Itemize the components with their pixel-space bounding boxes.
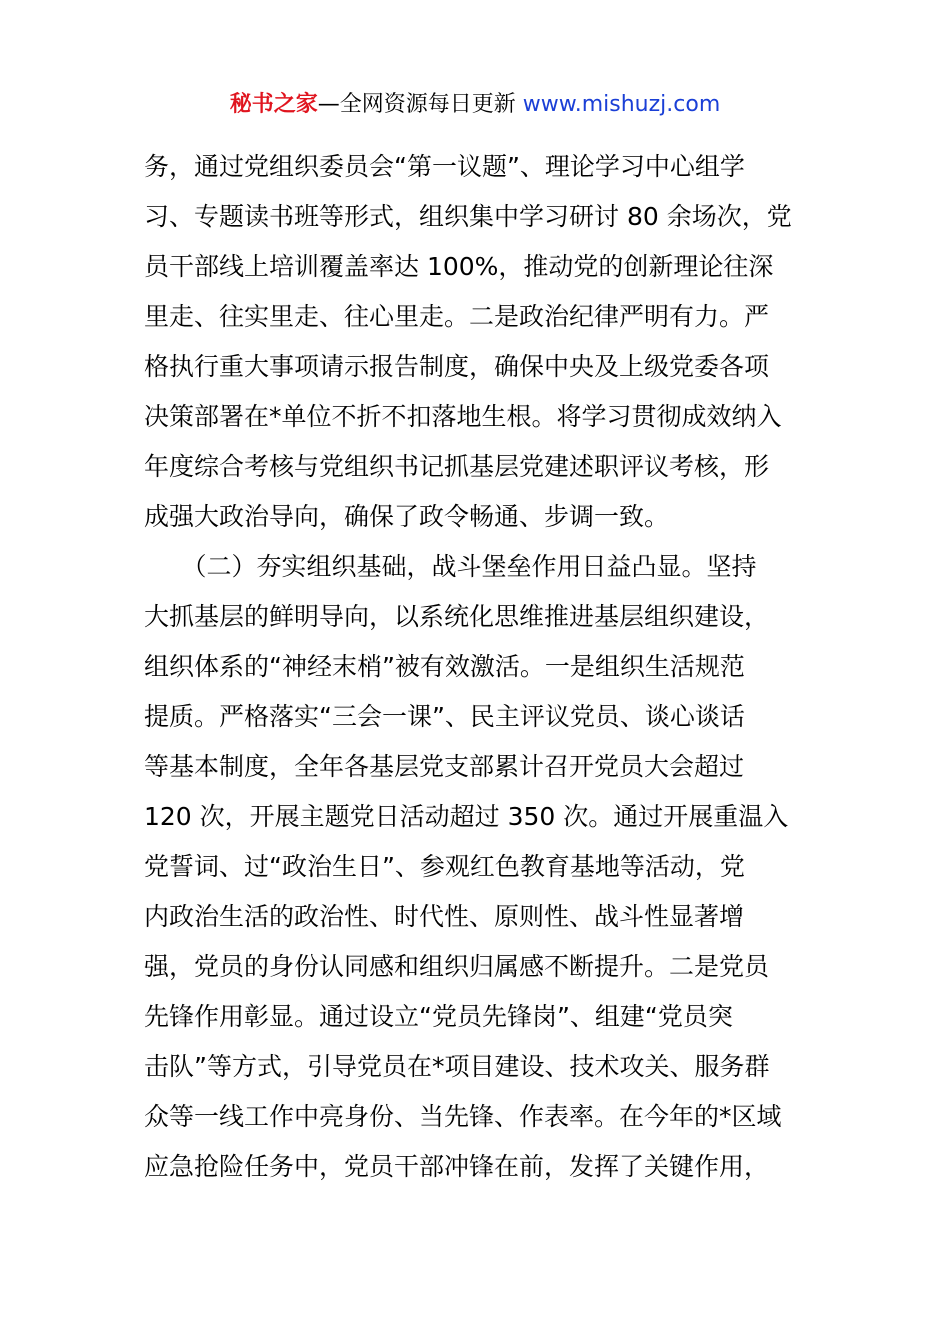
page-header [0,88,950,122]
text-line: 年度综合考核与党组织书记抓基层党建述职评议考核，形 [144,452,770,481]
text-line: 员干部线上培训覆盖率达 100%，推动党的创新理论往深 [144,252,774,281]
site-tagline: —全网资源每日更新 [317,92,523,117]
document-body [144,147,808,1197]
text-line: 里走、往实里走、往心里走。二是政治纪律严明有力。严 [144,302,770,331]
text-line: 决策部署在*单位不折不扣落地生根。将学习贯彻成效纳入 [144,402,782,431]
text-line: 提质。严格落实“三会一课”、民主评议党员、谈心谈话 [144,702,745,731]
text-line: 格执行重大事项请示报告制度，确保中央及上级党委各项 [144,352,770,381]
text-line: 强，党员的身份认同感和组织归属感不断提升。二是党员 [144,952,770,981]
text-line: 大抓基层的鲜明导向，以系统化思维推进基层组织建设， [144,602,770,631]
text-line: 习、专题读书班等形式，组织集中学习研讨 80 余场次，党 [144,202,792,231]
text-line: 众等一线工作中亮身份、当先锋、作表率。在今年的*区域 [144,1102,782,1131]
text-line: 务，通过党组织委员会“第一议题”、理论学习中心组学 [144,152,745,181]
text-line: 组织体系的“神经末梢”被有效激活。一是组织生活规范 [144,652,745,681]
section-heading-line: （二）夯实组织基础，战斗堡垒作用日益凸显。坚持 [144,552,757,581]
text-line: 应急抢险任务中，党员干部冲锋在前，发挥了关键作用， [144,1152,770,1181]
text-line: 先锋作用彰显。通过设立“党员先锋岗”、组建“党员突 [144,1002,733,1031]
text-line: 击队”等方式，引导党员在*项目建设、技术攻关、服务群 [144,1052,770,1081]
text-line: 120 次，开展主题党日活动超过 350 次。通过开展重温入 [144,802,789,831]
text-line: 等基本制度，全年各基层党支部累计召开党员大会超过 [144,752,745,781]
text-line: 内政治生活的政治性、时代性、原则性、战斗性显著增 [144,902,745,931]
text-line: 党誓词、过“政治生日”、参观红色教育基地等活动，党 [144,852,745,881]
text-line: 成强大政治导向，确保了政令畅通、步调一致。 [144,502,670,531]
site-url-link[interactable]: www.mishuzj.com [522,92,721,117]
site-brand: 秘书之家 [229,92,318,117]
